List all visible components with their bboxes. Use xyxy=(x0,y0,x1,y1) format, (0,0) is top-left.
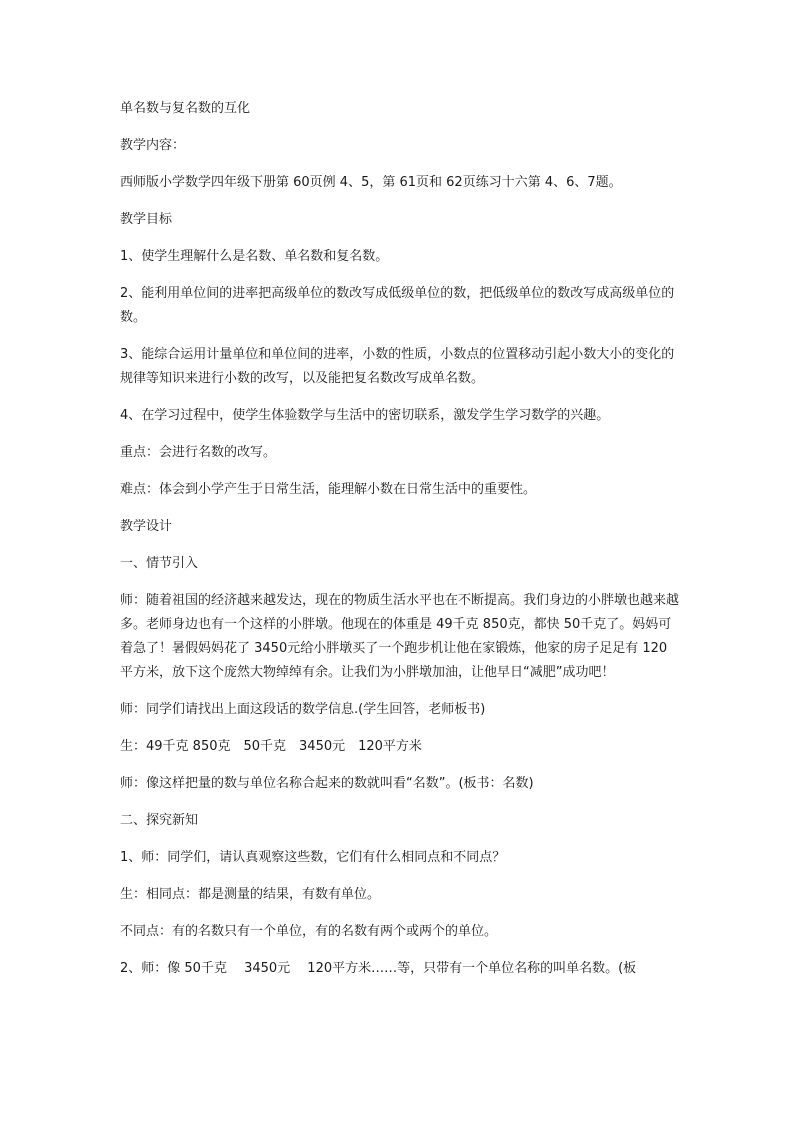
goals-heading: 教学目标 xyxy=(120,212,173,227)
section1-paragraph-3: 生：49千克 850克 50千克 3450元 120平方米 xyxy=(120,739,422,754)
section2-paragraph-3: 不同点：有的名数只有一个单位，有的名数有两个或两个的单位。 xyxy=(120,924,498,939)
section1-paragraph-1: 师：随着祖国的经济越来越发达，现在的物质生活水平也在不断提高。我们身边的小胖墩也越来越多。老师身边也有一个这样的小胖墩。他现在的体重是 49千克 850克，都快 50千克了。妈妈可着急了！暑假妈妈花了 3450元给小胖墩买了一个跑步机让他在家锻炼，他家的房子足足有 120平方米，放下这个庞然大物绰绰有余。让我们为小胖墩加油，让他早日“减肥”成功吧！ xyxy=(120,593,680,680)
design-heading: 教学设计 xyxy=(120,519,173,534)
section2-paragraph-4: 2、师：像 50千克 3450元 120平方米……等，只带有一个单位名称的叫单名数。(板 xyxy=(120,961,637,976)
section2-heading: 二、探究新知 xyxy=(120,813,199,828)
goal-item-2: 2、能利用单位间的进率把高级单位的数改写成低级单位的数，把低级单位的数改写成高级单位的数。 xyxy=(120,286,675,325)
section1-paragraph-4: 师：像这样把量的数与单位名称合起来的数就叫看“名数”。(板书：名数) xyxy=(120,776,534,791)
document-page xyxy=(120,97,680,994)
content-text: 西师版小学数学四年级下册第 60页例 4、5，第 61页和 62页练习十六第 4、6、7题。 xyxy=(120,175,622,190)
goal-item-1: 1、使学生理解什么是名数、单名数和复名数。 xyxy=(120,249,389,264)
document-title: 单名数与复名数的互化 xyxy=(120,101,251,116)
section2-paragraph-1: 1、师：同学们，请认真观察这些数，它们有什么相同点和不同点？ xyxy=(120,850,506,865)
section2-paragraph-2: 生：相同点：都是测量的结果，有数有单位。 xyxy=(120,887,381,902)
section1-paragraph-2: 师：同学们请找出上面这段话的数学信息.(学生回答，老师板书) xyxy=(120,702,486,717)
goal-item-3: 3、能综合运用计量单位和单位间的进率，小数的性质，小数点的位置移动引起小数大小的变化的规律等知识来进行小数的改写，以及能把复名数改写成单名数。 xyxy=(120,347,675,386)
section1-heading: 一、情节引入 xyxy=(120,556,199,571)
key-point: 重点：会进行名数的改写。 xyxy=(120,445,277,460)
content-heading: 教学内容： xyxy=(120,138,186,153)
goal-item-4: 4、在学习过程中，使学生体验数学与生活中的密切联系，激发学生学习数学的兴趣。 xyxy=(120,408,610,423)
difficulty: 难点：体会到小学产生于日常生活，能理解小数在日常生活中的重要性。 xyxy=(120,482,537,497)
